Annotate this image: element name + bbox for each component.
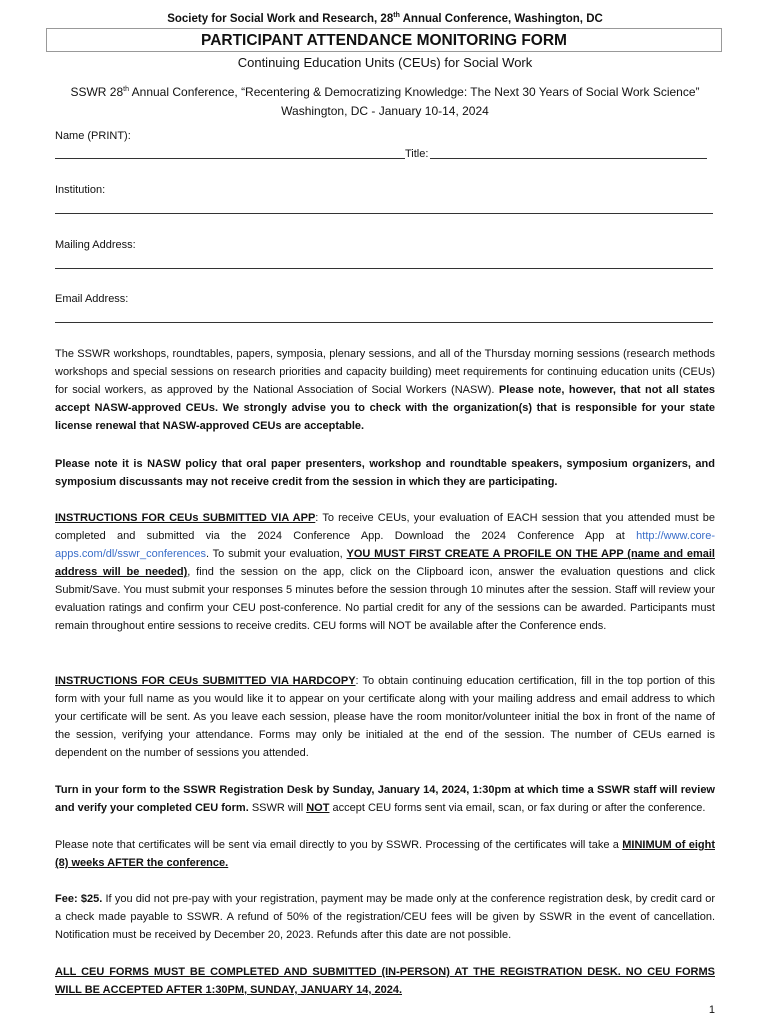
institution-label: Institution: xyxy=(55,184,106,196)
app-instructions-paragraph: INSTRUCTIONS FOR CEUs SUBMITTED VIA APP: To receive CEUs, your evaluation of EACH session that you attended must be completed and submitted via the 2024 Conference App. Download the 2024 Conference App at http://www.core-apps.com/dl/sswr_conferences. To submit your evaluation, YOU MUST FIRST CREATE A PROFILE ON THE APP (name and email address will be needed), find the session on the app, click on the Clipboard icon, answer the evaluation questions and click Submit/Save. You must submit your responses 5 minutes before the session through 10 minutes after the session. Staff will review your evaluation ratings and confirm your CEU post-conference. No partial credit for any of the sessions can be awarded. Participants must remain throughout entire sessions to receive credits. CEU forms will NOT be available after the Conference ends. xyxy=(55,512,716,632)
conference-location-dates: Washington, DC - January 10-14, 2024 xyxy=(281,104,489,118)
conference-header: Society for Social Work and Research, 28th Annual Conference, Washington, DC xyxy=(167,12,603,25)
turn-in-paragraph: Turn in your form to the SSWR Registration Desk by Sunday, January 14, 2024, 1:30pm at which time a SSWR staff will review and verify your completed CEU form. SSWR will NOT accept CEU forms sent via email, scan, or fax during or after the conference. xyxy=(55,784,715,814)
email-address-field[interactable] xyxy=(55,322,713,323)
certificate-processing-paragraph: Please note that certificates will be sent via email directly to you by SSWR. Processing of the certificates will take a MINIMUM of eight (8) weeks AFTER the conference. xyxy=(55,839,715,869)
conference-app-link[interactable]: http://www.core-apps.com/dl/sswr_conferences xyxy=(55,530,715,560)
final-deadline-notice: ALL CEU FORMS MUST BE COMPLETED AND SUBMITTED (IN-PERSON) AT THE REGISTRATION DESK. NO CEU FORMS WILL BE ACCEPTED AFTER 1:30PM, SUNDAY, JANUARY 14, 2024. xyxy=(55,966,715,996)
mailing-address-field[interactable] xyxy=(55,268,713,269)
fee-paragraph: Fee: $25. If you did not pre-pay with your registration, payment may be made only at the conference registration desk, by credit card or a check made payable to SSWR. A refund of 50% of the registration/CEU fees will be given by SSWR in the event of cancellation. Notification must be received by December 20, 2023. Refunds after this date are not possible. xyxy=(55,893,715,941)
name-label: Name (PRINT): xyxy=(55,130,131,142)
title-label: Title: xyxy=(405,148,429,160)
conference-info xyxy=(0,80,770,121)
email-address-label: Email Address: xyxy=(55,293,129,305)
nasw-policy-paragraph: Please note it is NASW policy that oral paper presenters, workshop and roundtable speakers, symposium organizers, and symposium discussants may not receive credit from the session in which they are participating. xyxy=(55,458,715,488)
hardcopy-instructions-paragraph: INSTRUCTIONS FOR CEUs SUBMITTED VIA HARDCOPY: To obtain continuing education certification, fill in the top portion of this form with your full name as you would like it to appear on your certificate along with your mailing address and email address to which your certificate will be sent. As you leave each session, please have the room monitor/volunteer initial the box in front of the name of the session, verifying your attendance. Forms may only be initialed at the end of the session. The number of CEUs earned is dependent on the number of sessions you attended. xyxy=(55,675,715,759)
title-field[interactable] xyxy=(430,158,707,159)
name-field[interactable] xyxy=(55,158,405,159)
form-title: PARTICIPANT ATTENDANCE MONITORING FORM xyxy=(46,28,722,52)
page-number: 1 xyxy=(708,1004,715,1016)
institution-field[interactable] xyxy=(55,213,713,214)
ceu-eligibility-paragraph: The SSWR workshops, roundtables, papers, symposia, plenary sessions, and all of the Thursday morning sessions (research methods workshops and special sessions on research priorities and capacity building) meet requirements for continuing education units (CEUs) for social workers, as approved by the National Association of Social Workers (NASW). Please note, however, that not all states accept NASW-approved CEUs. We strongly advise you to check with the organization(s) that is responsible for your state license renewal that NASW-approved CEUs are acceptable. xyxy=(55,348,715,432)
mailing-address-label: Mailing Address: xyxy=(55,239,136,251)
conference-theme: SSWR 28th Annual Conference, “Recentering & Democratizing Knowledge: The Next 30 Years of Social Work Science” xyxy=(70,85,700,99)
form-subtitle: Continuing Education Units (CEUs) for Social Work xyxy=(237,55,533,70)
